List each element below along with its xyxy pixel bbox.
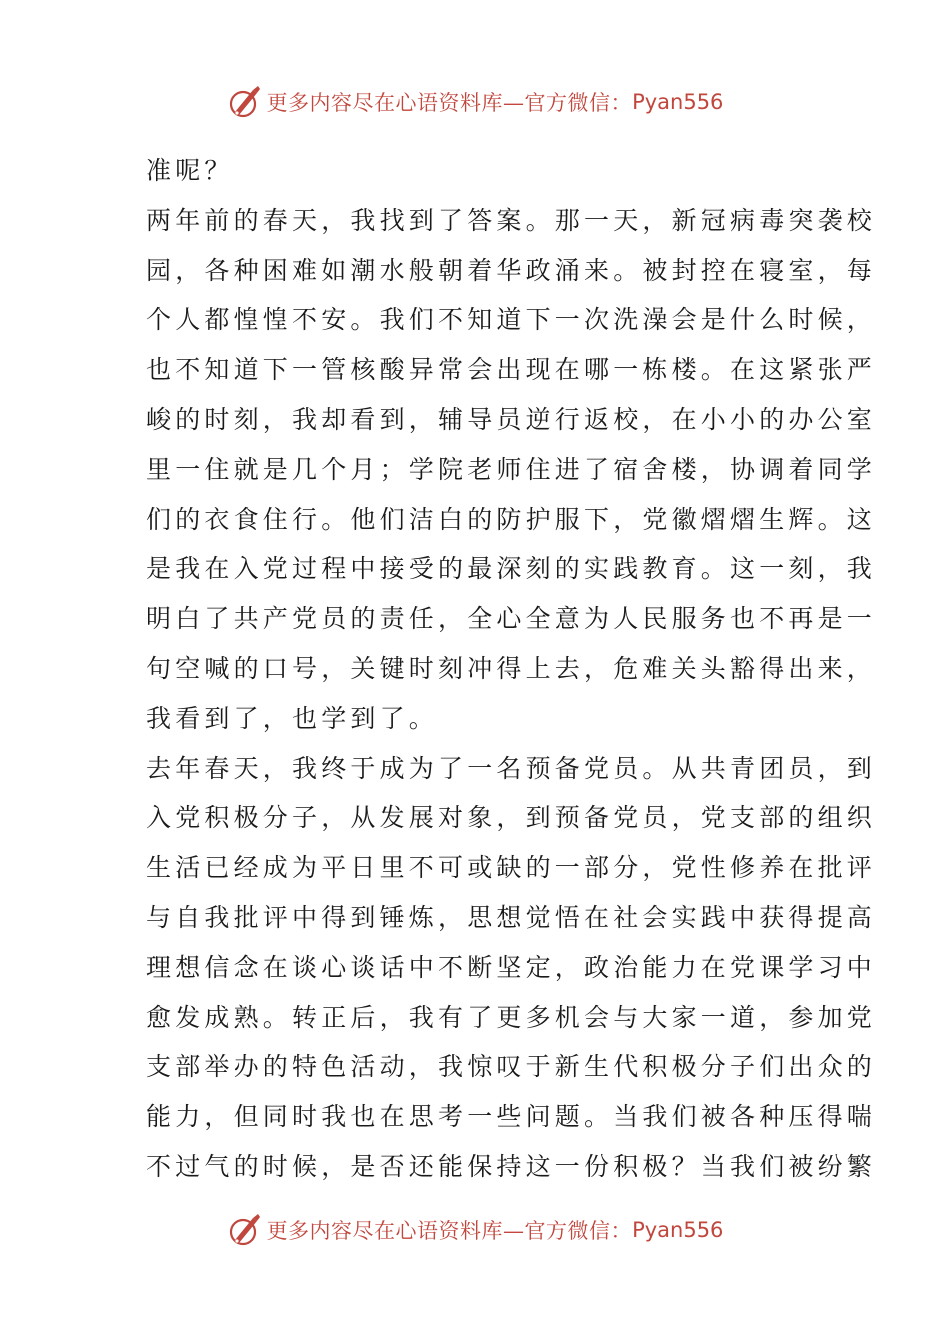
text-line: 个人都惶惶不安。我们不知道下一次洗澡会是什么时候， <box>146 305 877 335</box>
text-line: 理想信念在谈心谈话中不断坚定，政治能力在党课学习中 <box>146 952 877 982</box>
text-line: 是我在入党过程中接受的最深刻的实践教育。这一刻，我 <box>146 554 877 584</box>
text-line: 明白了共产党员的责任，全心全意为人民服务也不再是一 <box>146 604 877 634</box>
text-line: 支部举办的特色活动，我惊叹于新生代积极分子们出众的 <box>146 1052 877 1082</box>
text-line: 们的衣食住行。他们洁白的防护服下，党徽熠熠生辉。这 <box>146 504 877 534</box>
banner-wechat-id: Pyan556 <box>632 1218 724 1242</box>
banner-title: 更多内容尽在心语资料库—官方微信： <box>266 91 633 115</box>
banner-title: 更多内容尽在心语资料库—官方微信： <box>266 1219 633 1243</box>
banner-wechat-id: Pyan556 <box>632 90 724 114</box>
text-line: 里一住就是几个月；学院老师住进了宿舍楼，协调着同学 <box>146 454 877 484</box>
text-line: 与自我批评中得到锤炼，思想觉悟在社会实践中获得提高 <box>146 902 877 932</box>
text-line: 去年春天，我终于成为了一名预备党员。从共青团员，到 <box>146 753 877 783</box>
footer-banner <box>0 1210 950 1250</box>
text-line: 两年前的春天，我找到了答案。那一天，新冠病毒突袭校 <box>146 205 877 235</box>
text-line: 我看到了，也学到了。 <box>146 703 439 733</box>
pen-circle-logo-icon <box>227 1212 263 1248</box>
text-line: 生活已经成为平日里不可或缺的一部分，党性修养在批评 <box>146 853 877 883</box>
text-line: 入党积极分子，从发展对象，到预备党员，党支部的组织 <box>146 803 877 833</box>
text-line: 也不知道下一管核酸异常会出现在哪一栋楼。在这紧张严 <box>146 355 877 385</box>
text-line: 句空喊的口号，关键时刻冲得上去，危难关头豁得出来， <box>146 653 877 683</box>
text-line: 峻的时刻，我却看到，辅导员逆行返校，在小小的办公室 <box>146 404 877 434</box>
text-line: 不过气的时候，是否还能保持这一份积极？当我们被纷繁 <box>146 1151 877 1181</box>
text-line: 准呢？ <box>146 156 234 185</box>
header-banner <box>0 82 950 122</box>
text-line: 园，各种困难如潮水般朝着华政涌来。被封控在寝室，每 <box>146 255 877 285</box>
text-line: 愈发成熟。转正后，我有了更多机会与大家一道，参加党 <box>146 1002 877 1032</box>
pen-circle-logo-icon <box>227 84 263 120</box>
document-body <box>146 146 877 1192</box>
text-line: 能力，但同时我也在思考一些问题。当我们被各种压得喘 <box>146 1102 877 1132</box>
